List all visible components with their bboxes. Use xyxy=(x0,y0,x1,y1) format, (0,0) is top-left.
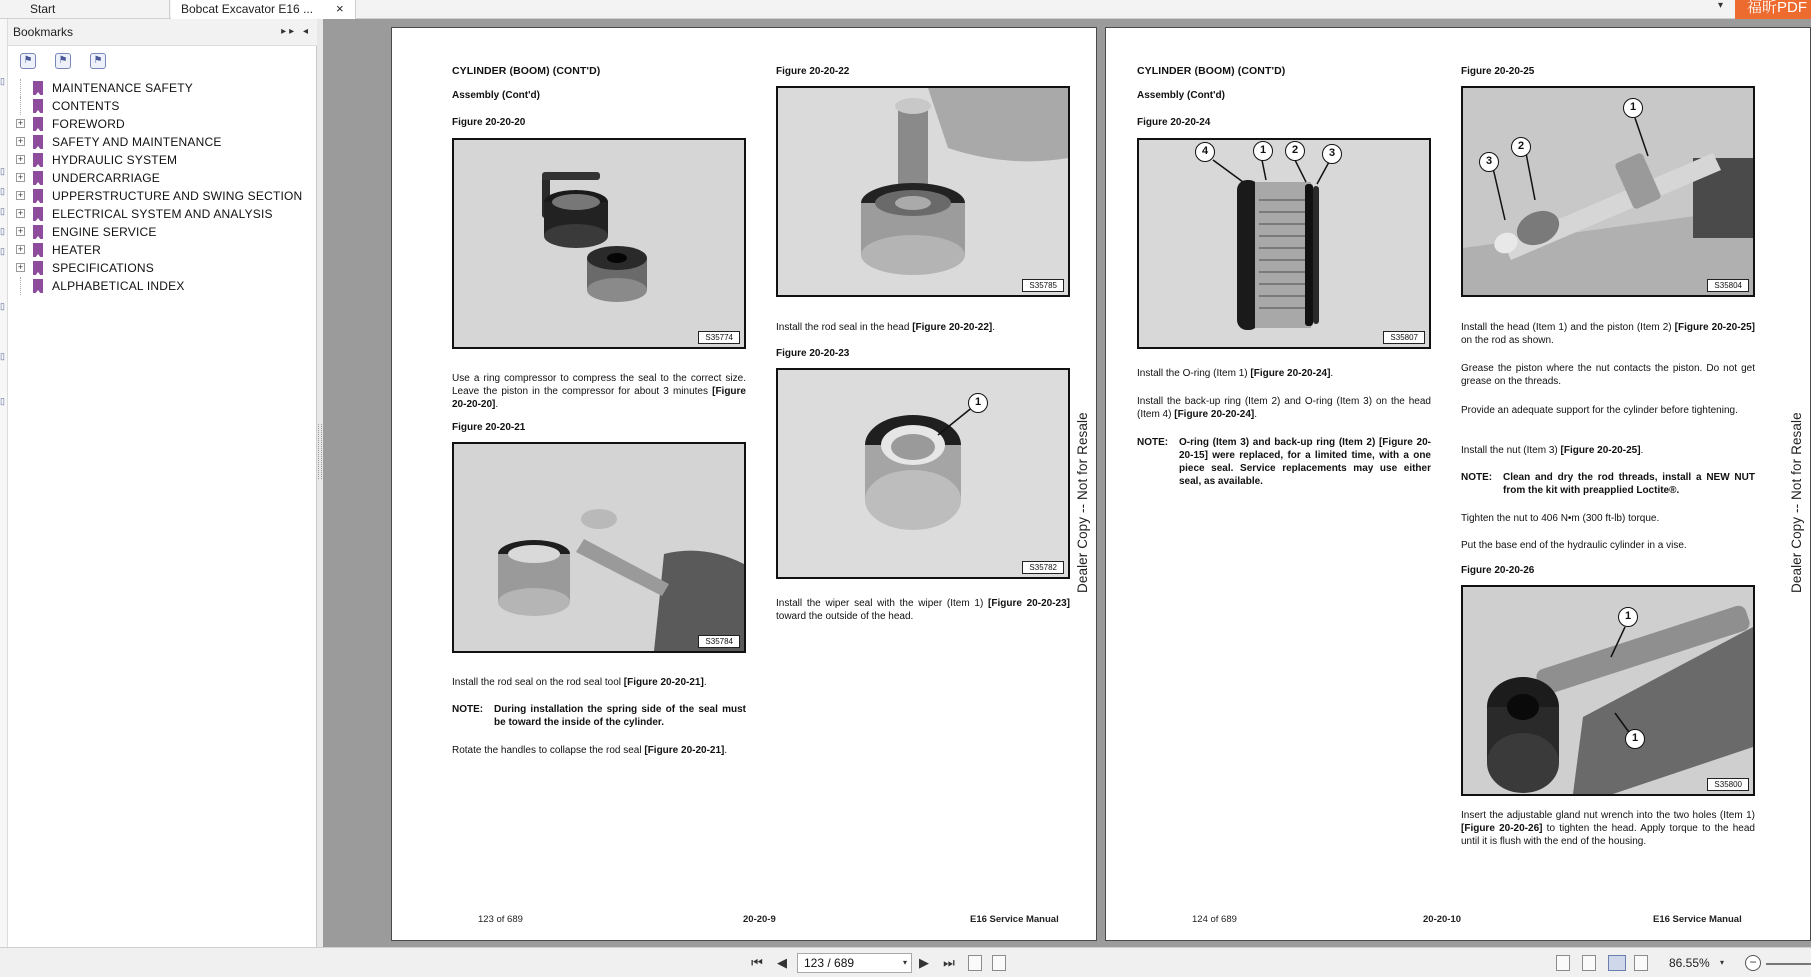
bookmark-label: ELECTRICAL SYSTEM AND ANALYSIS xyxy=(52,207,273,221)
next-view-icon[interactable] xyxy=(992,955,1006,971)
figure-reference: [Figure 20-20-24] xyxy=(1250,368,1331,379)
paragraph xyxy=(452,744,746,757)
zoom-level[interactable]: 86.55% xyxy=(1669,956,1710,970)
footer-section: 20-20-10 xyxy=(1423,914,1462,925)
bookmark-item[interactable] xyxy=(8,205,317,223)
bookmark-item[interactable] xyxy=(8,115,317,133)
first-page-icon[interactable]: ⏮ xyxy=(751,955,763,970)
bookmark-label: ALPHABETICAL INDEX xyxy=(52,279,185,293)
figure-20-20-24-image xyxy=(1137,138,1431,349)
callout-2: 2 xyxy=(1511,137,1531,157)
tab-overflow-icon[interactable]: ▾ xyxy=(1718,0,1724,11)
page-dropdown-icon[interactable]: ▾ xyxy=(902,958,907,967)
paragraph: Put the base end of the hydraulic cylinder in a vise. xyxy=(1461,540,1687,551)
paragraph-text: on the rod as shown. xyxy=(1461,335,1554,346)
bookmark-flag-icon xyxy=(33,153,43,167)
bookmark-label: SPECIFICATIONS xyxy=(52,261,154,275)
bookmark-item[interactable] xyxy=(8,151,317,169)
period: . xyxy=(703,677,707,688)
tab-document-label: Bobcat Excavator E16 ... xyxy=(181,2,314,16)
next-page-icon[interactable]: ▶ xyxy=(919,955,929,970)
callout-1: 1 xyxy=(1618,607,1638,627)
strip-search-icon[interactable]: ▯ xyxy=(0,396,5,406)
figure-20-20-23-image xyxy=(776,368,1070,579)
bookmark-flag-icon xyxy=(33,279,43,293)
figure-title: Figure 20-20-26 xyxy=(1461,565,1535,576)
figure-reference: [Figure 20-20-21] xyxy=(623,677,704,688)
figure-reference: [Figure 20-20-22] xyxy=(912,322,993,333)
strip-comment-icon[interactable]: ▯ xyxy=(0,226,5,236)
tree-line xyxy=(20,97,21,115)
bookmark-flag-icon xyxy=(33,207,43,221)
brand-badge[interactable]: 福昕PDF xyxy=(1735,0,1811,19)
figure-reference: [Figure 20-20-26] xyxy=(1461,823,1543,834)
note-label: NOTE: xyxy=(1137,437,1169,448)
pdf-page-left xyxy=(391,27,1097,941)
figure-title: Figure 20-20-21 xyxy=(452,422,526,433)
expand-bookmark-icon[interactable]: ⚑ xyxy=(20,53,36,69)
paragraph xyxy=(776,321,1070,334)
figure-code-label: S35807 xyxy=(1383,331,1425,344)
zoom-dropdown-icon[interactable]: ▾ xyxy=(1720,958,1725,967)
paragraph-text: Install the wiper seal with the wiper (Item 1) xyxy=(776,598,989,609)
expand-plus-icon[interactable]: + xyxy=(17,154,24,164)
period: . xyxy=(724,745,728,756)
callout-4: 4 xyxy=(1195,142,1215,162)
note-label: NOTE: xyxy=(452,704,484,715)
expand-plus-icon[interactable]: + xyxy=(17,262,24,272)
figure-20-20-20-image xyxy=(452,138,746,349)
rod-seal-tool-illustration xyxy=(454,444,744,651)
strip-lock-icon[interactable]: ▯ xyxy=(0,351,5,361)
note-text: Clean and dry the rod threads, install a NEW NUT from the kit with preapplied Loctite®. xyxy=(1503,472,1755,496)
figure-code-label: S35804 xyxy=(1707,279,1749,292)
figure-title: Figure 20-20-24 xyxy=(1137,117,1211,128)
bookmark-label: SAFETY AND MAINTENANCE xyxy=(52,135,222,149)
paragraph xyxy=(452,372,746,411)
tab-document[interactable] xyxy=(171,0,356,19)
note-text: During installation the spring side of the seal must be toward the inside of the cylinder. xyxy=(494,704,746,728)
continuous-facing-view-icon[interactable] xyxy=(1634,955,1648,971)
paragraph-text: Install the back-up ring (Item 2) and O-ring (Item 3) on the head (Item 4) xyxy=(1137,396,1431,420)
bookmark-item[interactable] xyxy=(8,241,317,259)
bookmark-item[interactable] xyxy=(8,187,317,205)
strip-attachment-icon[interactable]: ▯ xyxy=(0,206,5,216)
figure-reference: [Figure 20-20-23] xyxy=(988,598,1070,609)
figure-20-20-25-image xyxy=(1461,86,1755,297)
paragraph-text: Install the rod seal in the head xyxy=(776,322,913,333)
previous-page-icon[interactable]: ◀ xyxy=(777,955,787,970)
paragraph-text: Use a ring compressor to compress the seal to the correct size. Leave the piston in the compressor for about 3 minutes xyxy=(452,373,746,397)
figure-code-label: S35774 xyxy=(698,331,740,344)
footer-page-count: 123 of 689 xyxy=(478,914,523,925)
bookmarks-header xyxy=(8,19,317,46)
sub-heading: Assembly (Cont'd) xyxy=(452,90,540,101)
figure-code-label: S35800 xyxy=(1707,778,1749,791)
tree-line xyxy=(20,277,21,295)
bookmark-label: MAINTENANCE SAFETY xyxy=(52,81,193,95)
bookmark-flag-icon xyxy=(33,225,43,239)
bookmark-item[interactable] xyxy=(8,79,317,97)
paragraph xyxy=(1461,321,1755,347)
figure-20-20-21-image xyxy=(452,442,746,653)
period: . xyxy=(1330,368,1334,379)
period: . xyxy=(495,399,499,410)
paragraph xyxy=(1461,444,1755,457)
strip-signature-icon[interactable]: ▯ xyxy=(0,246,5,256)
figure-reference: [Figure 20-20-25] xyxy=(1674,322,1755,333)
paragraph-text: Rotate the handles to collapse the rod seal xyxy=(452,745,645,756)
bookmark-label: UNDERCARRIAGE xyxy=(52,171,160,185)
page-number-input[interactable] xyxy=(797,953,912,973)
callout-1: 1 xyxy=(968,393,988,413)
bookmark-label: ENGINE SERVICE xyxy=(52,225,157,239)
bookmark-item[interactable] xyxy=(8,277,317,295)
footer-manual: E16 Service Manual xyxy=(970,914,1059,925)
pdf-page-right xyxy=(1105,27,1811,941)
dealer-copy-watermark: Dealer Copy -- Not for Resale xyxy=(1789,412,1804,593)
paragraph: Tighten the nut to 406 N•m (300 ft-lb) torque. xyxy=(1461,513,1660,524)
gland-nut-wrench-illustration xyxy=(1463,587,1753,794)
expand-plus-icon[interactable]: + xyxy=(17,118,24,128)
figure-code-label: S35784 xyxy=(698,635,740,648)
find-bookmark-icon[interactable]: ⚑ xyxy=(90,53,106,69)
paragraph: Provide an adequate support for the cylinder before tightening. xyxy=(1461,405,1738,416)
paragraph xyxy=(1137,367,1431,380)
paragraph-text: Install the nut (Item 3) xyxy=(1461,445,1561,456)
paragraph xyxy=(1137,395,1431,421)
bookmark-item[interactable] xyxy=(8,259,317,277)
bookmark-flag-icon xyxy=(33,189,43,203)
figure-reference: [Figure 20-20-24] xyxy=(1174,409,1255,420)
ring-compressor-illustration xyxy=(454,140,744,347)
last-page-icon[interactable]: ⏭ xyxy=(943,955,955,970)
expand-plus-icon[interactable]: + xyxy=(17,172,24,182)
document-viewport[interactable] xyxy=(323,19,1811,947)
continuous-view-icon[interactable] xyxy=(1582,955,1596,971)
callout-1: 1 xyxy=(1253,141,1273,161)
bookmark-label: HYDRAULIC SYSTEM xyxy=(52,153,178,167)
page-indicator: 123 / 689 xyxy=(804,956,855,970)
zoom-slider[interactable] xyxy=(1766,963,1811,965)
strip-layers-icon[interactable]: ▯ xyxy=(0,186,5,196)
bookmark-label: CONTENTS xyxy=(52,99,120,113)
callout-3: 3 xyxy=(1479,152,1499,172)
paragraph xyxy=(452,676,746,689)
paragraph-text: Install the O-ring (Item 1) xyxy=(1137,368,1251,379)
paragraph: Grease the piston where the nut contacts the piston. Do not get grease on the threads. xyxy=(1461,363,1755,387)
note xyxy=(1461,471,1755,497)
period: . xyxy=(1640,445,1644,456)
bookmark-flag-icon xyxy=(33,99,43,113)
bookmark-flag-icon xyxy=(33,81,43,95)
previous-view-icon[interactable] xyxy=(968,955,982,971)
footer-manual: E16 Service Manual xyxy=(1653,914,1742,925)
tab-start-label: Start xyxy=(30,2,56,16)
strip-tag-icon[interactable]: ▯ xyxy=(0,301,5,311)
note xyxy=(452,703,746,729)
paragraph-text: to tighten the head. Apply torque to the head until it is flush with the end of the housing. xyxy=(1461,823,1755,847)
section-heading: CYLINDER (BOOM) (CONT'D) xyxy=(1137,65,1286,77)
strip-pages-icon[interactable]: ▯ xyxy=(0,166,5,176)
figure-title: Figure 20-20-25 xyxy=(1461,66,1535,77)
bottom-navigation-bar xyxy=(0,947,1811,977)
callout-2: 2 xyxy=(1285,141,1305,161)
note xyxy=(1137,436,1431,488)
paragraph-text: Insert the adjustable gland nut wrench into the two holes (Item 1) xyxy=(1461,810,1755,821)
expand-plus-icon[interactable]: + xyxy=(17,190,24,200)
expand-plus-icon[interactable]: + xyxy=(17,136,24,146)
expand-plus-icon[interactable]: + xyxy=(17,226,24,236)
callout-1: 1 xyxy=(1623,98,1643,118)
bookmark-label: FOREWORD xyxy=(52,117,125,131)
paragraph-text: toward the outside of the head. xyxy=(776,611,914,622)
zoom-out-icon[interactable]: − xyxy=(1745,955,1761,971)
rod-assembly-illustration xyxy=(1463,88,1753,295)
bookmark-item[interactable] xyxy=(8,223,317,241)
left-tool-strip xyxy=(0,19,8,947)
bookmarks-title: Bookmarks xyxy=(13,25,74,39)
bookmark-flag-icon xyxy=(33,171,43,185)
footer-section: 20-20-9 xyxy=(743,914,776,925)
rod-seal-head-illustration xyxy=(778,88,1068,295)
bookmark-item[interactable] xyxy=(8,97,317,115)
note-label: NOTE: xyxy=(1461,472,1493,483)
callout-1: 1 xyxy=(1625,729,1645,749)
tab-bar xyxy=(0,0,1811,19)
sub-heading: Assembly (Cont'd) xyxy=(1137,90,1225,101)
dealer-copy-watermark: Dealer Copy -- Not for Resale xyxy=(1075,412,1090,593)
bookmarks-list xyxy=(8,79,317,295)
paragraph-text: Install the head (Item 1) and the piston (Item 2) xyxy=(1461,322,1675,333)
collapse-bookmark-icon[interactable]: ⚑ xyxy=(55,53,71,69)
bookmark-label: HEATER xyxy=(52,243,101,257)
wiper-seal-illustration xyxy=(778,370,1068,577)
figure-reference: [Figure 20-20-25] xyxy=(1560,445,1641,456)
panel-collapse-icon[interactable]: ▸▸ ◂ xyxy=(281,26,311,37)
figure-title: Figure 20-20-20 xyxy=(452,117,526,128)
strip-bookmark-icon[interactable]: ▯ xyxy=(0,76,5,86)
figure-reference: [Figure 20-20-21] xyxy=(644,745,725,756)
tab-start[interactable] xyxy=(0,0,170,19)
splitter-grip-icon[interactable] xyxy=(318,424,322,479)
figure-code-label: S35785 xyxy=(1022,279,1064,292)
figure-20-20-26-image xyxy=(1461,585,1755,796)
footer-page-count: 124 of 689 xyxy=(1192,914,1237,925)
bookmark-flag-icon xyxy=(33,117,43,131)
paragraph xyxy=(1461,809,1755,848)
figure-title: Figure 20-20-22 xyxy=(776,66,850,77)
bookmark-item[interactable] xyxy=(8,133,317,151)
figure-title: Figure 20-20-23 xyxy=(776,348,850,359)
tab-close-icon[interactable]: × xyxy=(336,1,344,16)
bookmarks-panel xyxy=(8,19,317,947)
bookmarks-toolbar xyxy=(8,46,317,76)
bookmark-item[interactable] xyxy=(8,169,317,187)
expand-plus-icon[interactable]: + xyxy=(17,244,24,254)
bookmark-flag-icon xyxy=(33,261,43,275)
figure-20-20-22-image xyxy=(776,86,1070,297)
callout-3: 3 xyxy=(1322,144,1342,164)
period: . xyxy=(1254,409,1258,420)
bookmark-flag-icon xyxy=(33,243,43,257)
section-heading: CYLINDER (BOOM) (CONT'D) xyxy=(452,65,601,77)
facing-view-icon[interactable] xyxy=(1608,955,1626,971)
period: . xyxy=(992,322,996,333)
figure-reference: [Figure 20-20-20] xyxy=(452,386,746,410)
expand-plus-icon[interactable]: + xyxy=(17,208,24,218)
paragraph xyxy=(776,597,1070,623)
piston-seal-illustration xyxy=(1139,140,1429,347)
single-page-view-icon[interactable] xyxy=(1556,955,1570,971)
tree-line xyxy=(20,79,21,97)
bookmark-label: UPPERSTRUCTURE AND SWING SECTION xyxy=(52,189,303,203)
paragraph-text: Install the rod seal on the rod seal tool xyxy=(452,677,624,688)
note-text: O-ring (Item 3) and back-up ring (Item 2) [Figure 20-20-15] were replaced, for a limited time, with a one piece seal. Service replacements may use either seal, as available. xyxy=(1179,437,1431,487)
bookmark-flag-icon xyxy=(33,135,43,149)
figure-code-label: S35782 xyxy=(1022,561,1064,574)
